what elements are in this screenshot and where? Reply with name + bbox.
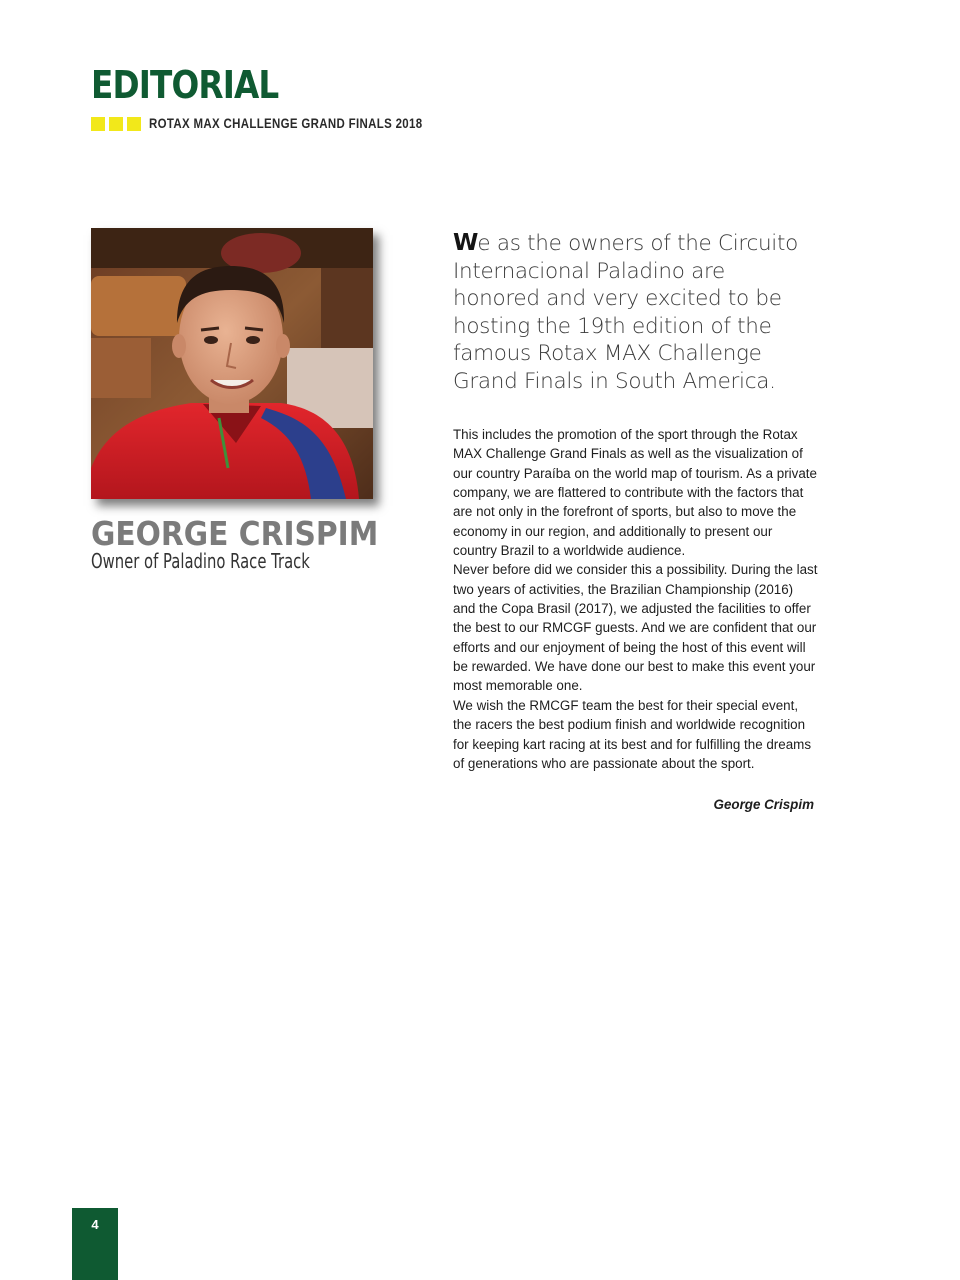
drop-cap: W: [453, 230, 478, 256]
page-number: 4: [91, 1217, 99, 1232]
subtitle: ROTAX MAX CHALLENGE GRAND FINALS 2018: [149, 115, 423, 131]
lead-paragraph: [453, 230, 818, 395]
section-title: EDITORIAL: [91, 63, 279, 107]
signature: George Crispim: [713, 797, 814, 813]
article-body: [453, 425, 818, 773]
article: [453, 230, 818, 814]
square-icon: [127, 117, 141, 131]
article-paragraph: This includes the promotion of the sport through the Rotax MAX Challenge Grand Finals as well as the visualization of our country Paraíba on the world map of tourism. As a private company, we are flattered to contribute with the factors that are not only in the forefront of sports, but also to move the economy in our region, and additionally to present our country Brazil to a worldwide audience.: [453, 427, 817, 559]
square-icon: [91, 117, 105, 131]
portrait-photo: [91, 228, 373, 499]
square-icon: [109, 117, 123, 131]
person-name: GEORGE CRISPIM: [91, 514, 379, 553]
article-paragraph: Never before did we consider this a possibility. During the last two years of activities, the Brazilian Championship (2016) and the Copa Brasil (2017), we adjusted the facilities to offer the best to our RMCGF guests. And we are confident that our efforts and our enjoyment of being the host of this event will be rewarded. We have done our best to make this event your most memorable one.: [453, 562, 818, 694]
article-paragraph: We wish the RMCGF team the best for their special event, the racers the best podium finish and worldwide recognition for keeping kart racing at its best and for fulfilling the dreams of generations who are passionate about the sport.: [453, 697, 812, 771]
subtitle-row: [91, 116, 482, 131]
person-role: Owner of Paladino Race Track: [91, 549, 310, 573]
lead-text: e as the owners of the Circuito Internacional Paladino are honored and very excited to be hosting the 19th edition of the famous Rotax MAX Challenge Grand Finals in South America.: [453, 231, 798, 394]
page-number-tab: [72, 1208, 118, 1280]
